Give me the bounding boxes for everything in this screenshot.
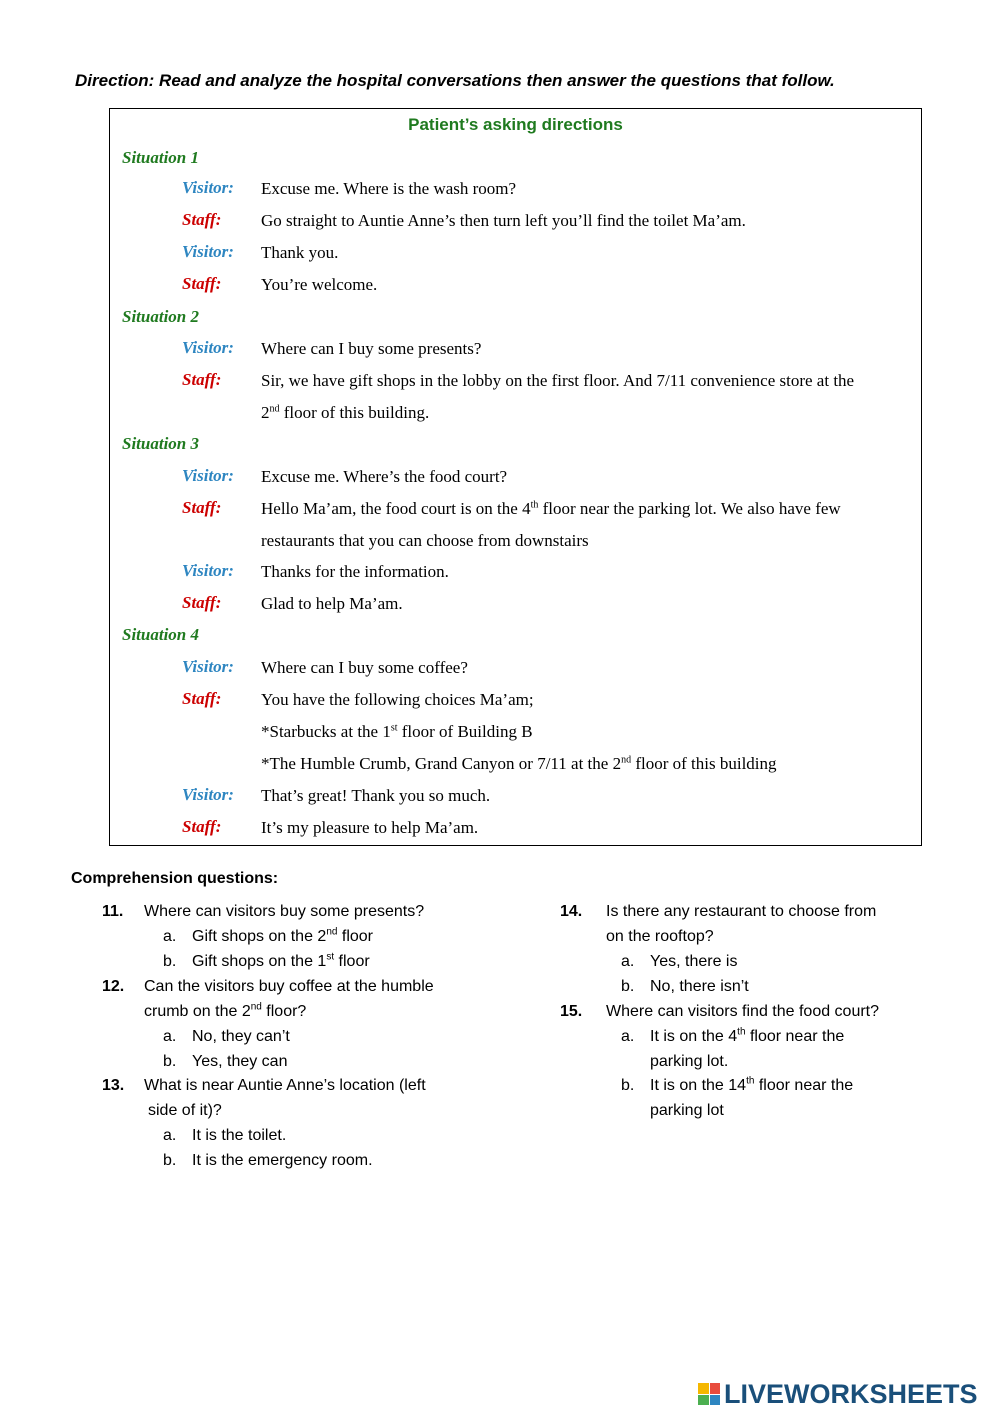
- dialogue-line-continued: [110, 748, 921, 778]
- option-11b[interactable]: [163, 949, 370, 974]
- question-number: 15.: [560, 1003, 583, 1020]
- question-number: 13.: [102, 1077, 125, 1094]
- dialogue-line-continued: [110, 525, 921, 555]
- speaker-staff: Staff:: [182, 689, 222, 708]
- superscript: nd: [621, 754, 632, 766]
- utterance: It’s my pleasure to help Ma’am.: [261, 818, 479, 837]
- question-text-continued: [144, 999, 306, 1024]
- box-title: Patient’s asking directions: [408, 115, 623, 134]
- question-text-continued: on the rooftop?: [606, 928, 714, 945]
- question-text-continued: side of it)?: [148, 1102, 222, 1119]
- question-text: What is near Auntie Anne’s location (left: [144, 1077, 426, 1094]
- logo-square: [710, 1383, 721, 1394]
- dialogue-line-continued: [110, 397, 921, 427]
- option-text-continued: parking lot: [650, 1102, 724, 1119]
- logo-square: [710, 1395, 721, 1406]
- option-letter: a.: [621, 953, 635, 970]
- superscript: nd: [269, 403, 280, 415]
- question-text: Is there any restaurant to choose from: [606, 903, 877, 920]
- option-letter: b.: [621, 978, 635, 995]
- utterance: You have the following choices Ma’am;: [261, 690, 534, 709]
- speaker-staff: Staff:: [182, 593, 222, 612]
- dialogue-line: [110, 461, 921, 491]
- option-11a[interactable]: [163, 924, 374, 949]
- dialogue-line: [110, 333, 921, 363]
- speaker-visitor: Visitor:: [182, 178, 234, 197]
- utterance-part: floor of this building: [631, 754, 777, 773]
- utterance-part: Hello Ma’am, the food court is on the 4: [261, 499, 531, 518]
- option-part: Gift shops on the 2: [192, 928, 327, 945]
- logo-square: [698, 1383, 709, 1394]
- dialogue-line: [110, 684, 921, 714]
- option-14a[interactable]: [621, 949, 738, 974]
- dialogue-line: [110, 205, 921, 235]
- utterance-part: floor of Building B: [397, 722, 533, 741]
- conversation-box: [109, 108, 922, 846]
- option-text: [192, 949, 370, 974]
- option-text: Yes, there is: [650, 953, 738, 970]
- situation-1-label: Situation 1: [122, 148, 200, 167]
- option-13a[interactable]: [163, 1123, 287, 1148]
- option-part: floor near the: [745, 1028, 845, 1045]
- option-text: No, they can’t: [192, 1028, 290, 1045]
- speaker-staff: Staff:: [182, 370, 222, 389]
- utterance-part: floor near the parking lot. We also have few: [538, 499, 841, 518]
- speaker-staff: Staff:: [182, 274, 222, 293]
- option-letter: a.: [163, 1127, 177, 1144]
- option-12a[interactable]: [163, 1024, 290, 1049]
- logo-grid-icon: [698, 1383, 720, 1405]
- option-text-continued: parking lot.: [650, 1053, 729, 1070]
- utterance: restaurants that you can choose from downstairs: [261, 531, 589, 550]
- option-text: No, there isn’t: [650, 978, 749, 995]
- dialogue-line: [110, 780, 921, 810]
- speaker-visitor: Visitor:: [182, 785, 234, 804]
- question-part: crumb on the 2: [144, 1003, 251, 1020]
- utterance: Thanks for the information.: [261, 562, 449, 581]
- dialogue-line: [110, 269, 921, 299]
- dialogue-line: [110, 173, 921, 203]
- logo-square: [698, 1395, 709, 1406]
- utterance: Where can I buy some coffee?: [261, 658, 468, 677]
- utterance: [261, 397, 913, 429]
- utterance-part: floor of this building.: [279, 403, 430, 422]
- option-part: It is on the 14: [650, 1077, 747, 1094]
- utterance-part: 2: [261, 403, 270, 422]
- liveworksheets-logo: [698, 1378, 978, 1410]
- speaker-visitor: Visitor:: [182, 242, 234, 261]
- option-letter: a.: [163, 1028, 177, 1045]
- option-part: Gift shops on the 1: [192, 953, 327, 970]
- speaker-staff: Staff:: [182, 817, 222, 836]
- question-text: Where can visitors find the food court?: [606, 1003, 880, 1020]
- logo-text: LIVEWORKSHEETS: [724, 1378, 978, 1409]
- question-text: Can the visitors buy coffee at the humble: [144, 978, 434, 995]
- option-part: It is on the 4: [650, 1028, 738, 1045]
- superscript: st: [390, 722, 398, 734]
- speaker-visitor: Visitor:: [182, 466, 234, 485]
- utterance-part: *The Humble Crumb, Grand Canyon or 7/11 at the 2: [261, 754, 622, 773]
- dialogue-line: [110, 556, 921, 586]
- utterance: [261, 716, 913, 748]
- option-part: floor: [337, 928, 374, 945]
- question-part: floor?: [261, 1003, 307, 1020]
- utterance: Excuse me. Where is the wash room?: [261, 179, 517, 198]
- option-text: [650, 1024, 844, 1049]
- utterance: [261, 493, 913, 525]
- option-text: [650, 1073, 853, 1098]
- speaker-staff: Staff:: [182, 210, 222, 229]
- speaker-visitor: Visitor:: [182, 561, 234, 580]
- question-text: Where can visitors buy some presents?: [144, 903, 425, 920]
- option-letter: a.: [621, 1028, 635, 1045]
- utterance: Where can I buy some presents?: [261, 339, 482, 358]
- question-number: 12.: [102, 978, 125, 995]
- situation-2-label: Situation 2: [122, 307, 200, 326]
- option-15b[interactable]: [621, 1073, 854, 1098]
- option-letter: a.: [163, 928, 177, 945]
- option-letter: b.: [163, 953, 177, 970]
- utterance: Go straight to Auntie Anne’s then turn left you’ll find the toilet Ma’am.: [261, 211, 746, 230]
- question-number: 11.: [102, 903, 124, 920]
- direction-text: Direction: Read and analyze the hospital conversations then answer the questions that follow.: [75, 71, 835, 90]
- question-number: 14.: [560, 903, 583, 920]
- option-text: It is the toilet.: [192, 1127, 287, 1144]
- superscript: th: [530, 499, 539, 511]
- situation-3-label: Situation 3: [122, 434, 200, 453]
- dialogue-line: [110, 812, 921, 842]
- superscript: nd: [326, 926, 338, 938]
- utterance: Sir, we have gift shops in the lobby on the first floor. And 7/11 convenience store at the: [261, 371, 855, 390]
- utterance: That’s great! Thank you so much.: [261, 786, 491, 805]
- utterance: Glad to help Ma’am.: [261, 594, 403, 613]
- dialogue-line-continued: [110, 716, 921, 746]
- utterance: Excuse me. Where’s the food court?: [261, 467, 508, 486]
- option-part: floor near the: [754, 1077, 854, 1094]
- dialogue-line: [110, 588, 921, 618]
- dialogue-line: [110, 365, 921, 395]
- superscript: th: [737, 1026, 746, 1038]
- dialogue-line: [110, 237, 921, 267]
- utterance: [261, 748, 913, 780]
- utterance: Thank you.: [261, 243, 339, 262]
- dialogue-line: [110, 493, 921, 523]
- option-12b[interactable]: [163, 1049, 288, 1074]
- option-text: [192, 924, 373, 949]
- utterance: You’re welcome.: [261, 275, 378, 294]
- speaker-visitor: Visitor:: [182, 657, 234, 676]
- option-letter: b.: [621, 1077, 635, 1094]
- superscript: st: [326, 951, 335, 963]
- option-text: Yes, they can: [192, 1053, 288, 1070]
- option-letter: b.: [163, 1053, 177, 1070]
- dialogue-line: [110, 652, 921, 682]
- option-15a[interactable]: [621, 1024, 845, 1049]
- option-14b[interactable]: [621, 974, 749, 999]
- speaker-visitor: Visitor:: [182, 338, 234, 357]
- option-part: floor: [334, 953, 370, 970]
- speaker-staff: Staff:: [182, 498, 222, 517]
- comprehension-heading: Comprehension questions:: [71, 870, 279, 887]
- utterance-part: *Starbucks at the 1: [261, 722, 391, 741]
- option-text: It is the emergency room.: [192, 1152, 373, 1169]
- situation-4-label: Situation 4: [122, 625, 200, 644]
- superscript: th: [746, 1075, 755, 1087]
- option-letter: b.: [163, 1152, 177, 1169]
- option-13b[interactable]: [163, 1148, 373, 1173]
- superscript: nd: [250, 1001, 262, 1013]
